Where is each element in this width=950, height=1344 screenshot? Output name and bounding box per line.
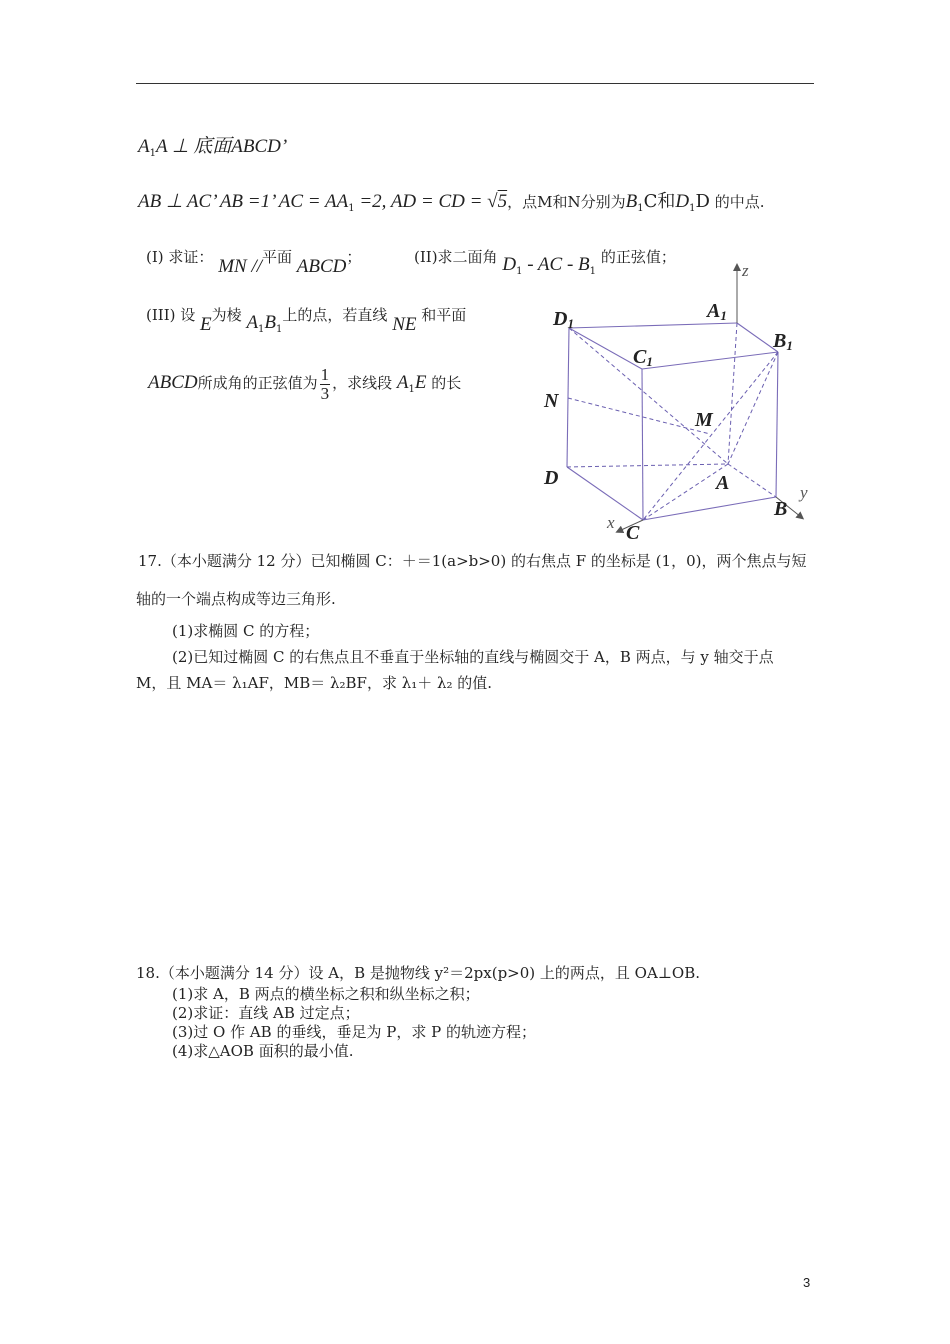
- fraction-one-third: $\frac{1}{3}$: [320, 364, 330, 403]
- z-axis-label: z: [742, 261, 749, 280]
- label-d1: D1: [553, 308, 574, 331]
- label-m: M: [695, 409, 713, 431]
- edge-b1-c: [643, 352, 778, 520]
- edge-d1-a1: [569, 323, 737, 328]
- p16-question-1: (I) 求证： MN //平面 ABCD；: [146, 248, 362, 277]
- p17-line1: 17.（本小题满分 12 分）已知椭圆 C：＋＝1(a>b>0) 的右焦点 F 的坐标是 (1，0)，两个焦点与短: [138, 552, 807, 570]
- p18-question-2: (2)求证：直线 AB 过定点；: [172, 1004, 360, 1022]
- p17-question-2-line2: M，且 MA＝ λ₁AF，MB＝ λ₂BF，求 λ₁＋ λ₂ 的值.: [136, 674, 493, 692]
- label-b: B: [774, 498, 788, 520]
- edge-b1-a: [728, 352, 778, 464]
- label-n: N: [544, 390, 559, 412]
- edge-c1-c: [642, 369, 643, 520]
- edge-d1-d: [567, 328, 569, 467]
- label-c1: C1: [633, 346, 653, 369]
- header-rule: [136, 83, 814, 84]
- edge-d-c: [567, 467, 643, 520]
- p17-question-1: (1)求椭圆 C 的方程；: [172, 622, 320, 640]
- prism-svg: [535, 255, 830, 540]
- label-a: A: [716, 472, 730, 494]
- page-number: 3: [803, 1275, 811, 1290]
- label-d: D: [544, 467, 559, 489]
- edge-c1-b1: [642, 352, 778, 369]
- x-axis-label: x: [607, 513, 615, 532]
- edge-b1-b: [776, 352, 778, 497]
- p18-question-1: (1)求 A，B 两点的横坐标之积和纵坐标之积；: [172, 985, 480, 1003]
- edge-d1-a: [569, 328, 728, 464]
- p18-line1: 18.（本小题满分 14 分）设 A，B 是抛物线 y²＝2px(p>0) 上的两点，且 OA⊥OB.: [136, 964, 701, 982]
- p16-line2: AB ⊥ AC’ AB =1’ AC = $AA_1 =2$, AD = CD = √5，点M和N分别为$B_1C$和$D_1D$ 的中点.: [138, 191, 765, 214]
- p16-question-3-cont: ABCD所成角的正弦值为 $\frac{1}{3}$ ，求线段 $A_1E$ 的长: [148, 364, 462, 403]
- edge-a1-b1: [737, 323, 778, 352]
- edge-c-b: [643, 497, 776, 520]
- dashed-edges: [567, 323, 778, 520]
- edge-d1-c1: [569, 328, 642, 369]
- p17-line2: 轴的一个端点构成等边三角形.: [136, 590, 336, 608]
- label-c: C: [626, 522, 640, 540]
- edge-d-a: [567, 464, 728, 467]
- segment-n-m: [568, 398, 710, 434]
- p18-question-4: (4)求△AOB 面积的最小值.: [172, 1042, 354, 1060]
- p16-question-3: (III) 设 E为棱 $A_1B_1$上的点，若直线 NE 和平面: [146, 306, 467, 335]
- p18-question-3: (3)过 O 作 AB 的垂线，垂足为 P，求 P 的轨迹方程；: [172, 1023, 536, 1041]
- label-a1: A1: [707, 300, 727, 323]
- prism-figure: [535, 255, 830, 540]
- y-axis-label: y: [800, 483, 808, 502]
- edge-a1-a: [728, 323, 737, 464]
- solid-edges: [567, 323, 778, 520]
- p16-line1: $A_1A$ ⊥ 底面ABCD’: [138, 136, 288, 159]
- p16-question-2: (II)求二面角 $D_1$ - AC - $B_1$ 的正弦值；: [414, 248, 676, 277]
- edge-a-b: [728, 464, 776, 497]
- p17-question-2-line1: (2)已知过椭圆 C 的右焦点且不垂直于坐标轴的直线与椭圆交于 A，B 两点，与 y 轴交于点: [172, 648, 774, 666]
- label-b1: B1: [773, 330, 793, 353]
